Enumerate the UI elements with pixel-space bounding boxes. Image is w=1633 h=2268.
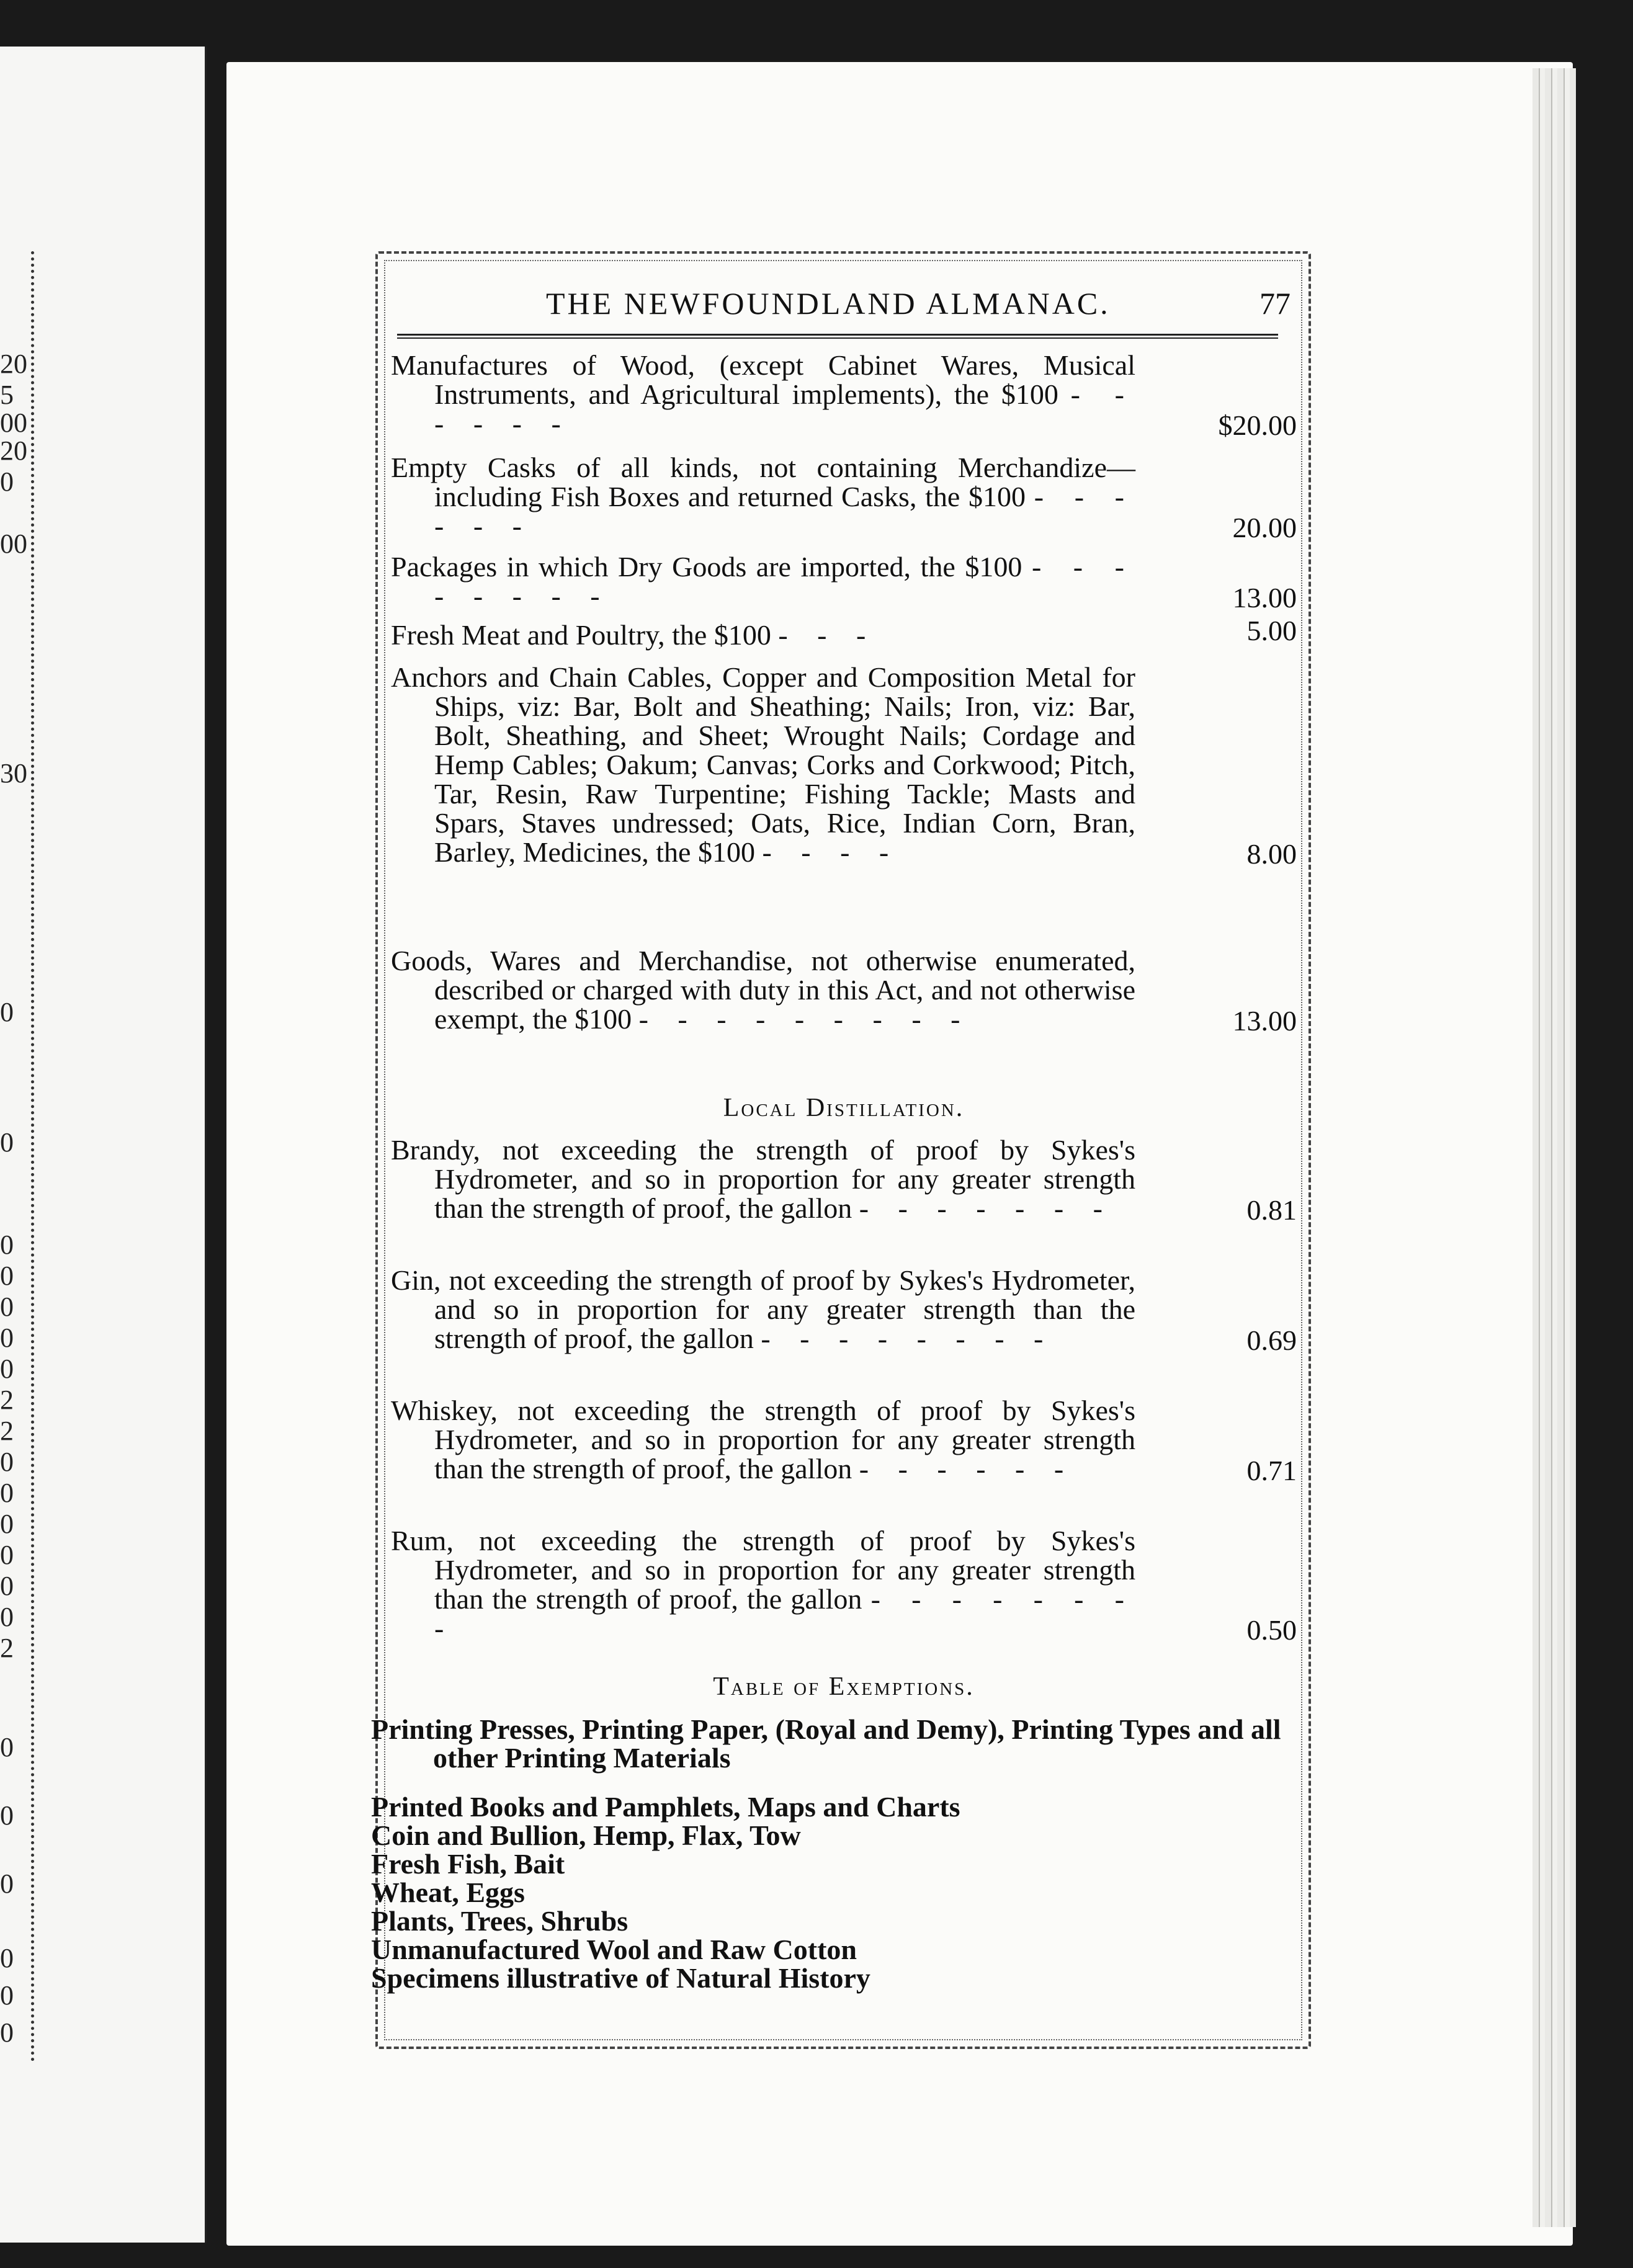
left-page-number: 5 xyxy=(0,380,14,410)
left-page-number: 00 xyxy=(0,408,27,438)
distillation-entry xyxy=(391,1264,1297,1356)
left-page-number: 2 xyxy=(0,1385,14,1415)
distillation-text: Brandy, not exceeding the strength of proof by Sykes's Hydrometer, and so in proportion for any greater strength than the strength of proof, the gallon xyxy=(391,1134,1135,1224)
duty-entry xyxy=(391,551,1297,614)
header-rule xyxy=(397,334,1278,339)
left-page-number: 0 xyxy=(0,1478,14,1508)
left-page-number: 2 xyxy=(0,1633,14,1663)
page-edges xyxy=(1532,68,1576,2227)
duty-entry xyxy=(391,349,1297,441)
duty-text: Packages in which Dry Goods are imported, the $100 xyxy=(391,551,1022,583)
distillation-rate: 0.81 xyxy=(1246,1194,1297,1226)
distillation-entry xyxy=(391,1525,1297,1646)
duty-text: Manufactures of Wood, (except Cabinet Wares, Musical Instruments, and Agricultural implements), the $100 xyxy=(391,349,1135,410)
left-page-number: 0 xyxy=(0,2017,14,2048)
duty-rate: 20.00 xyxy=(1232,512,1297,543)
page-title: THE NEWFOUNDLAND ALMANAC. xyxy=(546,286,1111,321)
exemption-item: Fresh Fish, Bait xyxy=(371,1848,565,1880)
duty-entry xyxy=(391,661,1297,870)
dot-leader: - - - - - - xyxy=(434,378,1136,439)
dot-leader: - - - - - - - - xyxy=(761,1323,1055,1354)
left-page-number: 20 xyxy=(0,435,27,466)
section-heading-exemptions: Table of Exemptions. xyxy=(713,1672,975,1701)
left-page-number: 0 xyxy=(0,1354,14,1384)
left-page-number: 0 xyxy=(0,1943,14,1973)
dot-leader: - - - - - - - xyxy=(859,1192,1114,1224)
page-number: 77 xyxy=(1259,286,1291,321)
left-page-number: 0 xyxy=(0,997,14,1027)
distillation-entry xyxy=(391,1395,1297,1486)
exemption-item: Unmanufactured Wool and Raw Cotton xyxy=(371,1934,857,1965)
exemption-item: Printing Presses, Printing Paper, (Royal and Demy), Printing Types and all other Printing Materials xyxy=(371,1713,1281,1774)
duty-entry xyxy=(391,615,1297,651)
left-page-number: 0 xyxy=(0,1800,14,1831)
duty-rate: 8.00 xyxy=(1246,838,1297,870)
duty-rate: 13.00 xyxy=(1232,582,1297,614)
section-heading-local-distillation: Local Distillation. xyxy=(723,1094,965,1122)
left-page-number: 0 xyxy=(0,1732,14,1762)
left-page-number: 0 xyxy=(0,1602,14,1632)
dot-leader: - - - - xyxy=(762,836,900,868)
distillation-rate: 0.71 xyxy=(1246,1455,1297,1486)
left-page-number: 20 xyxy=(0,349,27,379)
exemption-item: Wheat, Eggs xyxy=(371,1877,525,1908)
distillation-text: Rum, not exceeding the strength of proof by Sykes's Hydrometer, and so in proportion for any greater strength than the strength of proof, the gallon xyxy=(391,1525,1135,1615)
left-page-number: 0 xyxy=(0,1127,14,1158)
left-page-number: 0 xyxy=(0,467,14,497)
duty-text: Anchors and Chain Cables, Copper and Composition Metal for Ships, viz: Bar, Bolt and Sheathing; Nails; Iron, viz: Bar, Bolt, Sheathing, and Sheet; Wrought Nails; Cordage and Hemp Cables; Oakum; Canvas; Corks and Corkwood; Pitch, Tar, Resin, Raw Turpentine; Fishing Tackle; Masts and Spars, Staves undressed; Oats, Rice, Indian Corn, Bran, Barley, Medicines, the $100 xyxy=(391,661,1135,868)
duty-text: Goods, Wares and Merchandise, not otherwise enumerated, described or charged with duty in this Act, and not otherwise exempt, the $100 xyxy=(391,945,1135,1035)
distillation-entry xyxy=(391,1134,1297,1226)
duty-rate: 13.00 xyxy=(1232,1005,1297,1037)
left-page-number: 0 xyxy=(0,1509,14,1539)
exemption-item: Coin and Bullion, Hemp, Flax, Tow xyxy=(371,1819,801,1851)
left-page-number: 2 xyxy=(0,1416,14,1446)
duty-text: Empty Casks of all kinds, not containing Merchandize—including Fish Boxes and returned Casks, the $100 xyxy=(391,452,1135,512)
distillation-rate: 0.50 xyxy=(1246,1614,1297,1646)
left-facing-page xyxy=(0,47,207,2243)
left-page-number: 0 xyxy=(0,1447,14,1477)
dot-leader: - - - - - - xyxy=(434,481,1136,542)
distillation-rate: 0.69 xyxy=(1246,1324,1297,1356)
dot-leader: - - - - - - - - - xyxy=(638,1003,972,1035)
duty-text: Fresh Meat and Poultry, the $100 xyxy=(391,619,771,651)
distillation-text: Whiskey, not exceeding the strength of proof by Sykes's Hydrometer, and so in proportion for any greater strength than the strength of proof, the gallon xyxy=(391,1395,1135,1484)
duty-rate: $20.00 xyxy=(1218,409,1297,441)
left-page-border xyxy=(19,251,34,2063)
exemption-item: Plants, Trees, Shrubs xyxy=(371,1905,629,1937)
exemption-item: Specimens illustrative of Natural History xyxy=(371,1962,870,1994)
duty-rate: 5.00 xyxy=(1246,615,1297,646)
left-page-number: 0 xyxy=(0,1323,14,1353)
dot-leader: - - - xyxy=(778,619,877,651)
left-page-number: 0 xyxy=(0,1868,14,1899)
dot-leader: - - - - - - xyxy=(859,1453,1075,1484)
left-page-number: 0 xyxy=(0,1571,14,1601)
left-page-number: 0 xyxy=(0,1230,14,1260)
dot-leader: - - - - - - - - xyxy=(434,1583,1135,1644)
left-page-number: 00 xyxy=(0,529,27,559)
left-page-number: 0 xyxy=(0,1980,14,2011)
dot-leader: - - - - - - - - xyxy=(434,551,1136,612)
running-header xyxy=(391,285,1291,323)
duty-entry xyxy=(391,452,1297,543)
duty-entry xyxy=(391,945,1297,1037)
distillation-text: Gin, not exceeding the strength of proof by Sykes's Hydrometer, and so in proportion for any greater strength than the strength of proof, the gallon xyxy=(391,1264,1135,1354)
exemption-item: Printed Books and Pamphlets, Maps and Charts xyxy=(371,1791,960,1823)
left-page-number: 0 xyxy=(0,1292,14,1322)
left-page-number: 30 xyxy=(0,758,27,788)
left-page-number: 0 xyxy=(0,1540,14,1570)
left-page-number: 0 xyxy=(0,1261,14,1291)
